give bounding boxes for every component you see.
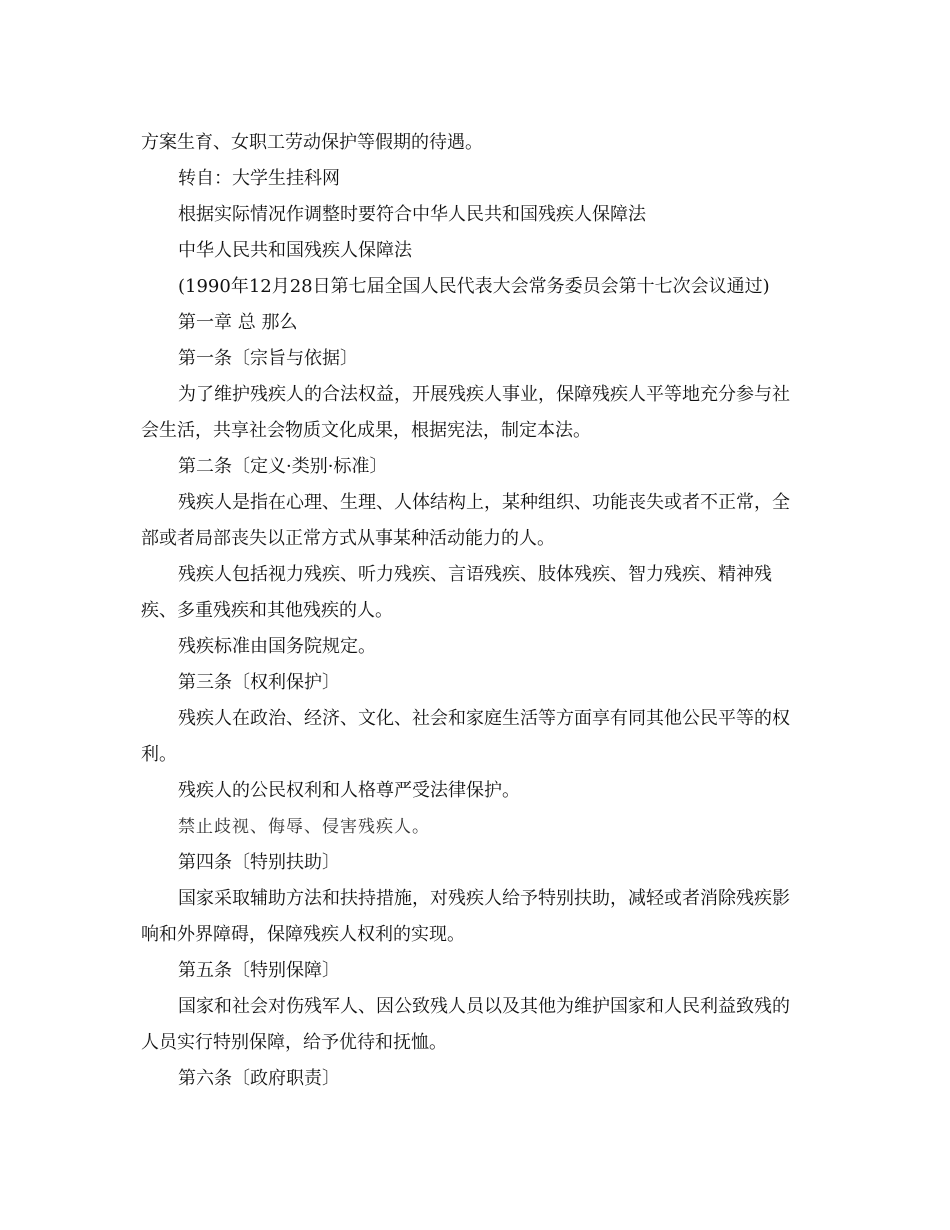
article-heading: 第二条〔定义·类别·标准〕 [178, 456, 388, 477]
document-body [141, 125, 803, 1097]
article-heading: 第六条〔政府职责〕 [178, 1068, 340, 1089]
article-heading: 第三条〔权利保护〕 [178, 672, 340, 693]
paragraph: 国家和社会对伤残军人、因公致残人员以及其他为维护国家和人民利益致残的人员实行特别保障，给予优待和抚恤。 [141, 996, 790, 1053]
chapter-heading: 第一章 总 那么 [178, 312, 298, 333]
paragraph: 为了维护残疾人的合法权益，开展残疾人事业，保障残疾人平等地充分参与社会生活，共享社会物质文化成果，根据宪法，制定本法。 [141, 384, 790, 441]
paragraph: 残疾人是指在心理、生理、人体结构上，某种组织、功能丧失或者不正常，全部或者局部丧失以正常方式从事某种活动能力的人。 [141, 492, 790, 549]
article-heading: 第五条〔特别保障〕 [178, 960, 340, 981]
law-title: 中华人民共和国残疾人保障法 [178, 240, 412, 261]
paragraph: 国家采取辅助方法和扶持措施，对残疾人给予特别扶助，减轻或者消除残疾影响和外界障碍，保障残疾人权利的实现。 [141, 888, 790, 945]
paragraph: 禁止歧视、侮辱、侵害残疾人。 [178, 817, 430, 837]
law-adoption-note: (1990年12月28日第七届全国人民代表大会常务委员会第十七次会议通过) [178, 276, 770, 297]
paragraph-continuation: 方案生育、女职工劳动保护等假期的待遇。 [141, 132, 483, 153]
paragraph: 残疾标准由国务院规定。 [178, 636, 376, 657]
paragraph: 残疾人包括视力残疾、听力残疾、言语残疾、肢体残疾、智力残疾、精神残疾、多重残疾和其他残疾的人。 [141, 564, 772, 621]
paragraph-adjustment-note: 根据实际情况作调整时要符合中华人民共和国残疾人保障法 [178, 204, 646, 225]
paragraph: 残疾人在政治、经济、文化、社会和家庭生活等方面享有同其他公民平等的权利。 [141, 708, 790, 765]
article-heading: 第四条〔特别扶助〕 [178, 852, 340, 873]
paragraph: 残疾人的公民权利和人格尊严受法律保护。 [178, 780, 520, 801]
article-heading: 第一条〔宗旨与依据〕 [178, 348, 358, 369]
paragraph-source: 转自：大学生挂科网 [178, 168, 340, 189]
